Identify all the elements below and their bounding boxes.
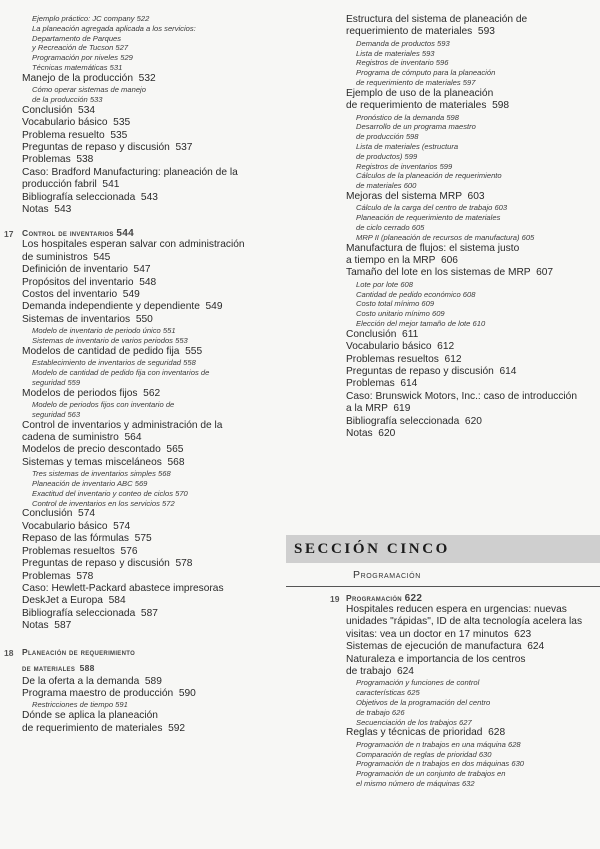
toc-entry: Manufactura de flujos: el sistema justo: [346, 242, 520, 254]
toc-subentry: Departamento de Parques: [32, 33, 122, 43]
toc-entry: Reglas y técnicas de prioridad 628: [346, 727, 506, 739]
toc-subentry: de trabajo 626: [356, 707, 405, 717]
toc-subentry: de producción 598: [356, 132, 419, 142]
toc-subentry: Lote por lote 608: [356, 279, 413, 289]
toc-entry: Mejoras del sistema MRP 603: [346, 190, 485, 202]
toc-subentry: de la producción 533: [32, 94, 103, 104]
toc-subentry: Cómo operar sistemas de manejo: [32, 85, 146, 95]
toc-entry: Estructura del sistema de planeación de: [346, 14, 528, 25]
toc-subentry: Programación de un conjunto de trabajos en: [356, 769, 506, 779]
toc-subentry: el mismo número de máquinas 632: [356, 779, 475, 789]
chapter-19-block: [330, 593, 592, 789]
toc-subentry: Objetivos de la programación del centro: [356, 698, 491, 708]
toc-subentry: Comparación de reglas de prioridad 630: [356, 749, 492, 759]
toc-entry: Problemas 578: [22, 570, 94, 582]
toc-entry: Modelos de cantidad de pedido fija 555: [22, 345, 203, 357]
toc-subentry: Registros de inventario 596: [356, 58, 449, 68]
toc-entry: Problemas resueltos 576: [22, 545, 138, 557]
toc-top-entries: [22, 14, 294, 216]
toc-subentry: Modelo de cantidad de pedido fija con inventarios de: [32, 368, 210, 378]
chapter-page: 544: [116, 228, 134, 240]
toc-entry: Control de inventarios y administración de la: [22, 419, 223, 431]
toc-entry: Bibliografía seleccionada 620: [346, 415, 482, 427]
toc-subentry: Programación de n trabajos en una máquina 628: [356, 739, 521, 749]
toc-entry: de trabajo 624: [346, 666, 414, 678]
section-subtitle: Programación: [353, 569, 421, 581]
toc-subentry: Establecimiento de inventarios de seguridad 558: [32, 358, 196, 368]
chapter-number: 19: [330, 594, 340, 604]
toc-entry: Notas 543: [22, 204, 72, 216]
toc-subentry: Técnicas matemáticas 531: [32, 62, 123, 72]
toc-subentry: seguridad 563: [32, 409, 81, 419]
toc-subentry: de materiales 600: [356, 181, 417, 191]
toc-entry: Programa maestro de producción 590: [22, 687, 196, 699]
toc-entry: Notas 587: [22, 620, 72, 632]
toc-entry: Preguntas de repaso y discusión 578: [22, 558, 193, 570]
toc-subentry: Secuenciación de los trabajos 627: [356, 717, 472, 727]
toc-entry: Caso: Hewlett-Packard abastece impresoras: [22, 582, 224, 594]
toc-subentry: Costo total mínimo 609: [356, 299, 435, 309]
toc-subentry: de requerimiento de materiales 597: [356, 78, 476, 87]
toc-entry: unidades "rápidas", ID de alta tecnología acelera las: [346, 616, 583, 628]
toc-subentry: características 625: [356, 688, 420, 698]
toc-subentry: Lista de materiales 593: [356, 48, 435, 58]
toc-entry: Problema resuelto 535: [22, 129, 128, 141]
toc-subentry: Restricciones de tiempo 591: [32, 700, 128, 710]
toc-entry: De la oferta a la demanda 589: [22, 675, 162, 687]
toc-entry: Problemas 614: [346, 378, 418, 390]
toc-entry: Preguntas de repaso y discusión 614: [346, 366, 517, 377]
chapter-title: [22, 228, 134, 239]
chapter-title-line1: Planeación de requerimiento: [22, 646, 136, 657]
chapter-18-entries: [22, 676, 294, 735]
toc-subentry: Exactitud del inventario y conteo de ciclos 570: [32, 488, 188, 498]
toc-subentry: Planeación de inventario ABC 569: [32, 479, 148, 489]
toc-entry: Conclusión 611: [346, 328, 419, 340]
toc-entry: Modelos de precio descontado 565: [22, 444, 184, 456]
toc-left-column: [4, 14, 294, 735]
toc-subentry: Tres sistemas de inventarios simples 568: [32, 469, 171, 479]
toc-entry: Preguntas de repaso y discusión 537: [22, 142, 193, 153]
toc-subentry: Modelo de inventario de periodo único 551: [32, 326, 176, 336]
toc-entry: DeskJet a Europa 584: [22, 595, 126, 607]
toc-subentry: Elección del mejor tamaño de lote 610: [356, 318, 486, 328]
toc-subentry: Cálculo de la carga del centro de trabajo 603: [356, 203, 508, 213]
chapter-page: 622: [404, 593, 423, 604]
toc-entry: de requerimiento de materiales 592: [22, 722, 186, 734]
toc-subentry: Programación de n trabajos en dos máquinas 630: [356, 759, 525, 769]
chapter-title-text: Control de inventarios: [22, 228, 114, 239]
toc-entry: Conclusión 574: [22, 508, 96, 520]
chapter-title-text: Programación: [346, 593, 402, 603]
toc-entry: Ejemplo de uso de la planeación: [346, 87, 494, 99]
toc-subentry: Sistemas de inventario de varios periodos 553: [32, 336, 188, 346]
toc-entry: Hospitales reducen espera en urgencias: nuevas: [346, 604, 567, 615]
toc-entry: Problemas 538: [22, 154, 94, 166]
toc-entry: Caso: Bradford Manufacturing: planeación de la: [22, 166, 238, 178]
toc-entry: producción fabril 541: [22, 179, 120, 191]
toc-subentry: Desarrollo de un programa maestro: [356, 122, 476, 132]
section-banner: [286, 535, 600, 563]
toc-subentry: de productos) 599: [356, 151, 418, 161]
toc-subentry: Programación por niveles 529: [32, 53, 133, 63]
toc-right-entries: [346, 14, 586, 440]
toc-entry: Bibliografía seleccionada 587: [22, 607, 158, 619]
chapter-title: [346, 593, 422, 604]
toc-entry: Propósitos del inventario 548: [22, 276, 157, 288]
toc-entry: Vocabulario básico 612: [346, 341, 455, 353]
toc-entry: visitas: vea un doctor en 17 minutos 623: [346, 628, 532, 640]
chapter-title-line2: de materiales: [22, 662, 76, 673]
toc-subentry: Costo unitario mínimo 609: [356, 309, 445, 319]
toc-subentry: y Recreación de Tucson 527: [32, 43, 129, 53]
toc-entry: Bibliografía seleccionada 543: [22, 191, 158, 203]
toc-subentry: Planeación de requerimiento de materiales: [356, 213, 501, 223]
chapter-17-entries: [22, 239, 294, 632]
toc-entry: Conclusión 534: [22, 104, 96, 116]
chapter-number: 18: [4, 647, 14, 658]
toc-subentry: Programación y funciones de control: [356, 678, 480, 688]
toc-entry: de requerimiento de materiales 598: [346, 100, 510, 112]
toc-subentry: Cantidad de pedido económico 608: [356, 289, 476, 299]
toc-entry: Dónde se aplica la planeación: [22, 710, 158, 722]
toc-entry: a la MRP 619: [346, 403, 411, 415]
toc-subentry: Control de inventarios en los servicios 572: [32, 498, 175, 508]
toc-entry: Vocabulario básico 574: [22, 520, 131, 532]
section-title: SECCIÓN CINCO: [294, 540, 450, 557]
toc-entry: a tiempo en la MRP 606: [346, 254, 458, 266]
toc-entry: Repaso de las fórmulas 575: [22, 533, 152, 545]
chapter-page: 588: [79, 662, 95, 673]
toc-entry: Vocabulario básico 535: [22, 117, 131, 129]
toc-entry: Demanda independiente y dependiente 549: [22, 301, 223, 313]
toc-entry: Manejo de la producción 532: [22, 72, 156, 84]
section-subtitle-bar: [286, 565, 600, 587]
toc-entry: Sistemas y temas misceláneos 568: [22, 456, 185, 468]
toc-subentry: La planeación agregada aplicada a los servicios:: [32, 23, 196, 33]
toc-entry: Tamaño del lote en los sistemas de MRP 607: [346, 267, 554, 279]
toc-subentry: Pronóstico de la demanda 598: [356, 112, 460, 122]
toc-subentry: de ciclo cerrado 605: [356, 222, 425, 232]
toc-subentry: Cálculos de la planeación de requerimiento: [356, 171, 502, 181]
toc-entry: Definición de inventario 547: [22, 264, 151, 276]
toc-subentry: Demanda de productos 593: [356, 38, 450, 48]
chapter-18-heading: [4, 646, 294, 676]
toc-subentry: Modelo de periodos fijos con inventario de: [32, 400, 175, 410]
toc-entry: de suministros 545: [22, 251, 111, 263]
toc-subentry: MRP II (planeación de recursos de manufactura) 605: [356, 232, 535, 242]
toc-entry: Sistemas de ejecución de manufactura 624: [346, 641, 545, 653]
toc-subentry: Programa de cómputo para la planeación: [356, 68, 496, 78]
toc-entry: Caso: Brunswick Motors, Inc.: caso de introducción: [346, 390, 578, 402]
toc-entry: Notas 620: [346, 428, 396, 440]
toc-entry: Sistemas de inventarios 550: [22, 313, 153, 325]
chapter-17-heading: [4, 228, 294, 240]
toc-entry: Modelos de periodos fijos 562: [22, 387, 161, 399]
toc-entry: Problemas resueltos 612: [346, 353, 462, 365]
toc-entry: requerimiento de materiales 593: [346, 26, 495, 38]
chapter-number: 17: [4, 229, 14, 240]
chapter-19-entries: [330, 604, 592, 789]
toc-subentry: Ejemplo práctico: JC company 522: [32, 14, 150, 23]
chapter-19-heading: [330, 593, 592, 604]
toc-subentry: Lista de materiales (estructura: [356, 142, 459, 151]
toc-subentry: seguridad 559: [32, 377, 81, 387]
toc-entry: Costos del inventario 549: [22, 289, 140, 301]
toc-entry: cadena de suministro 564: [22, 432, 142, 444]
toc-entry: Naturaleza e importancia de los centros: [346, 653, 526, 665]
toc-subentry: Registros de inventarios 599: [356, 161, 453, 171]
toc-right-column: [346, 14, 586, 440]
toc-entry: Los hospitales esperan salvar con administración: [22, 239, 245, 251]
